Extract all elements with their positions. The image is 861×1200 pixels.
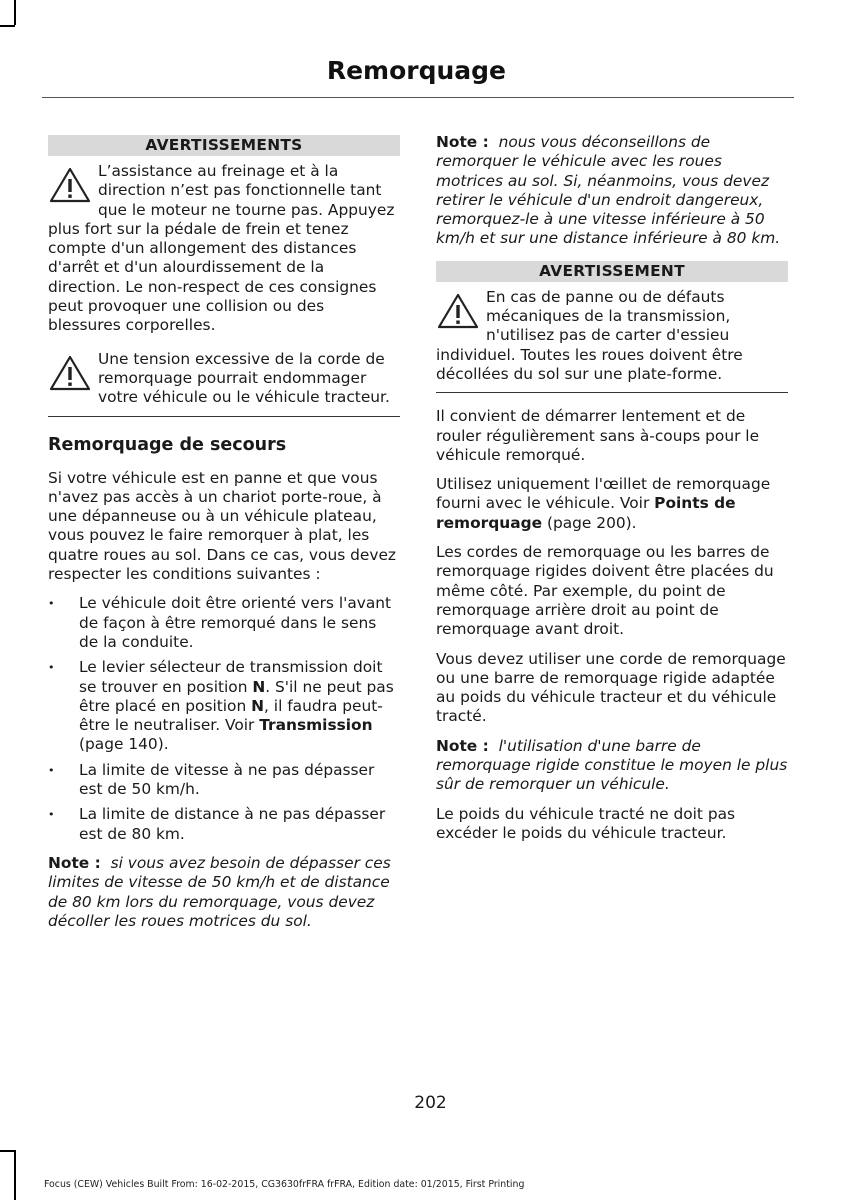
warning-3-continued: individuel. Toutes les roues doivent être décollées du sol sur une plate-forme. (436, 345, 743, 383)
warning-triangle-icon (436, 292, 480, 330)
note: Note : si vous avez besoin de dépasser ces limites de vitesse de 50 km/h et de distance de 80 km lors du remorquage, vous devez décoller les roues motrices du sol. (48, 853, 391, 930)
left-column (48, 133, 400, 941)
warning-heading: AVERTISSEMENT (436, 261, 788, 282)
crop-mark (0, 25, 15, 27)
warning-triangle-icon (48, 354, 92, 392)
page-title: Remorquage (326, 56, 506, 85)
towing-points-link[interactable]: Points de remorquage (436, 494, 736, 532)
paragraph: Utilisez uniquement l'œillet de remorquage fourni avec le véhicule. Voir Points de remorquage (page 200). (436, 475, 771, 532)
paragraph: Il convient de démarrer lentement et de rouler régulièrement sans à-coups pour le véhicule remorqué. (436, 407, 760, 464)
paragraph: Le poids du véhicule tracté ne doit pas excéder le poids du véhicule tracteur. (436, 804, 736, 842)
section-heading: Remorquage de secours (48, 434, 287, 455)
list-item: • Le levier sélecteur de transmission doit se trouver en position N. S'il ne peut pas être placé en position N, il faudra peut-être le neutraliser. Voir Transmission (page 140). (48, 658, 400, 754)
warning-2-text: Une tension excessive de la corde de remorquage pourrait endommager votre véhicule ou le véhicule tracteur. (98, 349, 390, 407)
warnings-heading: AVERTISSEMENTS (48, 135, 400, 156)
warning-triangle-icon (48, 166, 92, 204)
conditions-list (48, 594, 400, 844)
paragraph: Vous devez utiliser une corde de remorquage ou une barre de remorquage rigide adaptée au poids du véhicule tracteur et du véhicule tracté. (436, 649, 786, 726)
note: Note : l'utilisation d'une barre de remorquage rigide constitue le moyen le plus sûr de remorquer un véhicule. (436, 736, 788, 794)
right-column (436, 133, 788, 853)
list-item: • La limite de vitesse à ne pas dépasser est de 50 km/h. (48, 761, 400, 800)
intro-paragraph: Si votre véhicule est en panne et que vous n'avez pas accès à un chariot porte-roue, à une dépanneuse ou à un véhicule plateau, vous pouvez le faire remorquer à plat, les quatre roues au sol. Dans ce cas, vous devez respecter les conditions suivantes : (48, 468, 397, 584)
list-item: • Le véhicule doit être orienté vers l'avant de façon à être remorqué dans le sens de la conduite. (48, 594, 400, 652)
crop-mark (0, 1150, 15, 1152)
warning-1 (48, 162, 400, 336)
note: Note : nous vous déconseillons de remorquer le véhicule avec les roues motrices au sol. Si, néanmoins, vous devez retirer le véhicule d'un endroit dangereux, remorquez-le à une vitesse inférieure à 50 km/h et sur une distance inférieure à 80 km. (436, 133, 781, 248)
warning-1-continued: Appuyez plus fort sur la pédale de frein et tenez compte d'un allongement des distances d'arrêt et d'un alourdissement de la direction. Le non-respect de ces consignes peut provoquer une collision ou des blessures corporelles. (48, 200, 395, 335)
list-item: • La limite de distance à ne pas dépasser est de 80 km. (48, 805, 400, 844)
header-divider (42, 97, 794, 98)
footer-text: Focus (CEW) Vehicles Built From: 16-02-2015, CG3630frFRA frFRA, Edition date: 01/2015, First Printing (44, 1179, 525, 1190)
transmission-link[interactable]: Transmission (259, 716, 373, 735)
warning-3-text: En cas de panne ou de défauts mécaniques de la transmission, n'utilisez pas de carter d'essieu (486, 287, 731, 345)
warning-1-text: L’assistance au freinage et à la direction n’est pas fonctionnelle tant que le moteur ne tourne pas. (98, 162, 382, 219)
crop-mark (14, 0, 16, 25)
warning-2 (48, 350, 400, 417)
crop-mark (14, 1150, 16, 1200)
spacer (48, 336, 400, 350)
page-number: 202 (414, 1093, 447, 1113)
warning-3 (436, 288, 788, 393)
paragraph: Les cordes de remorquage ou les barres de remorquage rigides doivent être placées du même côté. Par exemple, du point de remorquage arrière droit au point de remorquage avant droit. (436, 543, 774, 639)
